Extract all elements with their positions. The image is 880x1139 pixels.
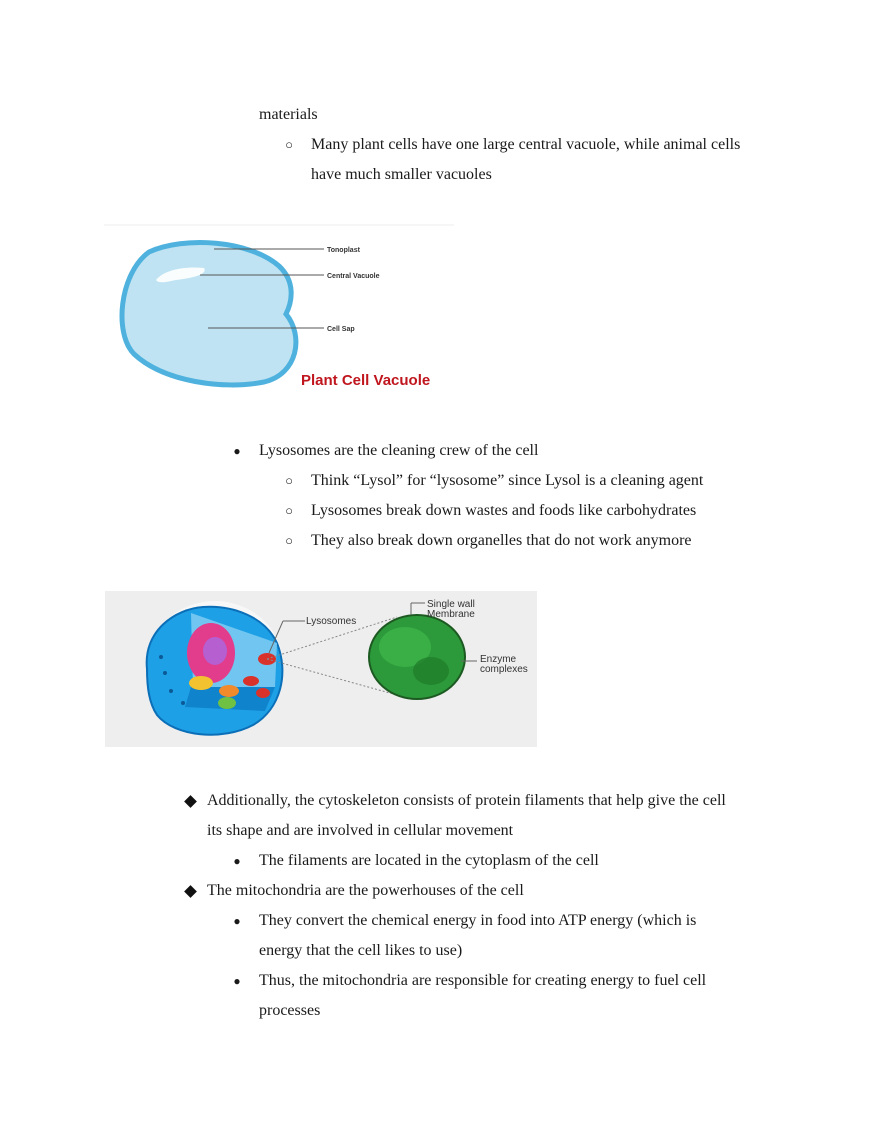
- single-wall-label: Single wall: [427, 599, 475, 610]
- bullet-icon: ●: [233, 974, 241, 988]
- enzyme-label: Enzyme: [480, 654, 517, 665]
- atp-line-1: They convert the chemical energy in food into ATP energy (which is: [259, 912, 697, 929]
- bullet-icon: ●: [233, 444, 241, 458]
- circle-bullet-icon: ○: [285, 473, 293, 488]
- vacuole-figure-title: Plant Cell Vacuole: [301, 372, 431, 389]
- energy-line-1: Thus, the mitochondria are responsible for creating energy to fuel cell: [259, 972, 707, 989]
- lysosome-sub-3: They also break down organelles that do not work anymore: [311, 532, 692, 549]
- filaments-bullet: The filaments are located in the cytoplasm of the cell: [259, 852, 599, 869]
- circle-bullet-icon: ○: [285, 503, 293, 518]
- plant-cell-vacuole-figure: [104, 224, 454, 394]
- vacuole-sub-bullet-line-2: have much smaller vacuoles: [311, 166, 492, 183]
- cytoskeleton-line-2: its shape and are involved in cellular movement: [207, 822, 514, 839]
- lysosome-sub-2: Lysosomes break down wastes and foods like carbohydrates: [311, 502, 697, 519]
- diamond-bullet-icon: [184, 795, 197, 808]
- mitochondria-heading: The mitochondria are the powerhouses of the cell: [207, 882, 524, 899]
- circle-bullet-icon: ○: [285, 533, 293, 548]
- vacuole-shape: [122, 243, 296, 385]
- lysosomes-label: Lysosomes: [306, 616, 357, 627]
- energy-line-2: processes: [259, 1002, 321, 1019]
- central-vacuole-label: Central Vacuole: [327, 273, 380, 280]
- continuation-text: materials: [259, 106, 318, 123]
- vacuole-sub-bullet-line-1: Many plant cells have one large central vacuole, while animal cells: [311, 136, 741, 153]
- lysosome-sub-1: Think “Lysol” for “lysosome” since Lysol is a cleaning agent: [311, 472, 704, 489]
- bullet-icon: ●: [233, 854, 241, 868]
- cytoskeleton-line-1: Additionally, the cytoskeleton consists of protein filaments that help give the cell: [207, 792, 726, 809]
- bullet-icon: ●: [233, 914, 241, 928]
- diamond-bullet-icon: [184, 885, 197, 898]
- tonoplast-label: Tonoplast: [327, 247, 360, 254]
- complexes-label: complexes: [480, 664, 528, 675]
- atp-line-2: energy that the cell likes to use): [259, 942, 463, 959]
- circle-bullet-icon: ○: [285, 137, 293, 152]
- membrane-label: Membrane: [427, 609, 475, 620]
- lysosome-figure: [105, 591, 537, 747]
- cell-sap-label: Cell Sap: [327, 326, 355, 333]
- lysosome-bullet: Lysosomes are the cleaning crew of the cell: [259, 442, 539, 459]
